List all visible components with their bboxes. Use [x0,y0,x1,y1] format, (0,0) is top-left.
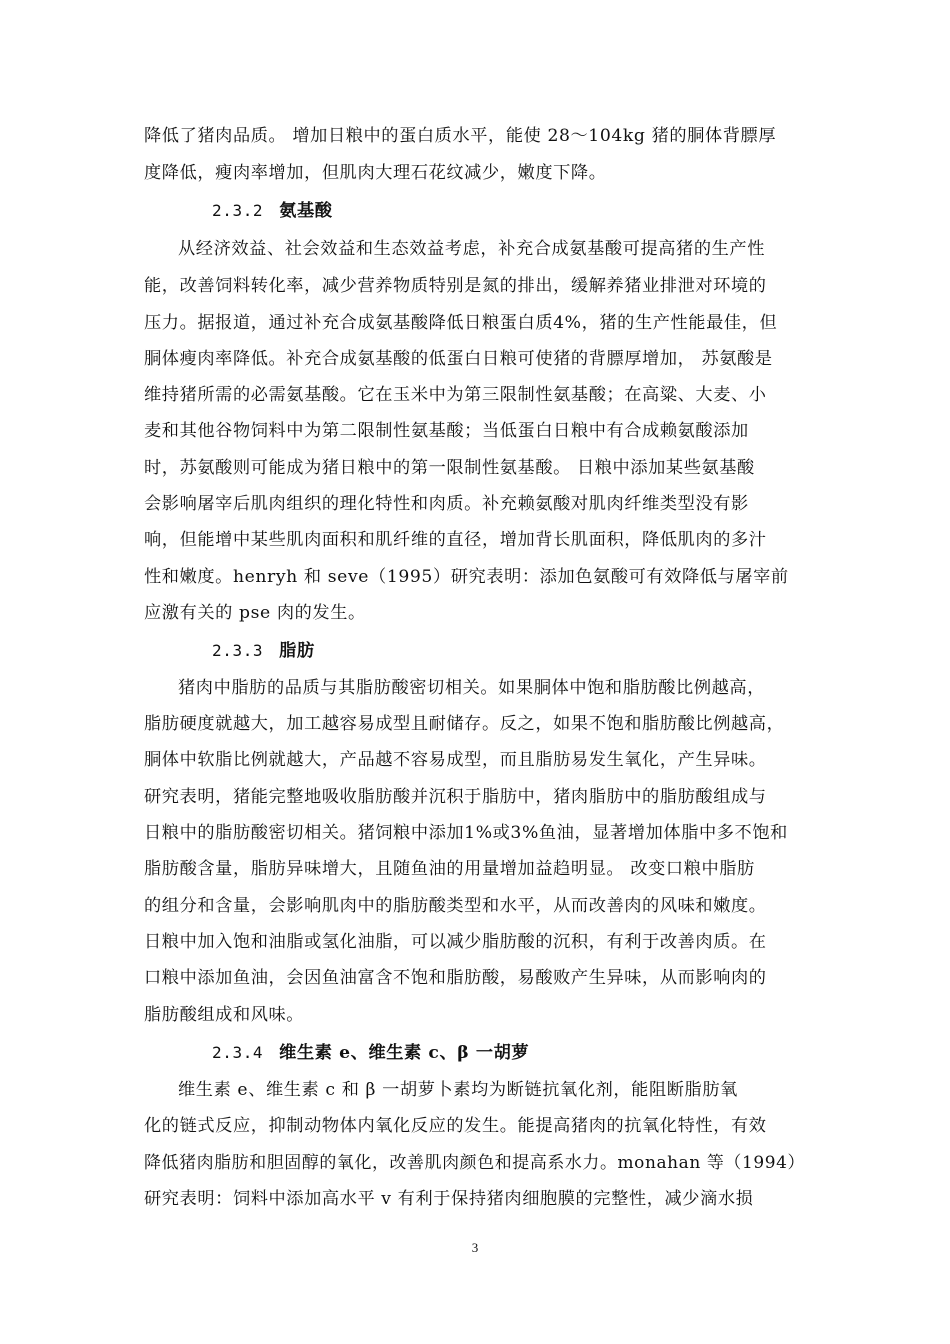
section-heading-2-3-3 [212,638,315,664]
paragraph-line: 能，改善饲料转化率，减少营养物质特别是氮的排出，缓解养猪业排泄对环境的 [144,276,767,296]
heading-title: 脂肪 [279,641,315,661]
paragraph-line: 脂肪硬度就越大，加工越容易成型且耐储存。反之，如果不饱和脂肪酸比例越高， [144,714,785,734]
paragraph-line: 口粮中添加鱼油，会因鱼油富含不饱和脂肪酸，易酸败产生异味，从而影响肉的 [144,968,767,988]
paragraph-line: 度降低，瘦肉率增加，但肌肉大理石花纹减少，嫩度下降。 [144,163,607,183]
paragraph-line: 脂肪酸组成和风味。 [144,1005,305,1025]
paragraph-line: 性和嫩度。henryh 和 seve（1995）研究表明：添加色氨酸可有效降低与屠宰前 [144,567,789,587]
heading-title: 氨基酸 [279,201,333,221]
paragraph-line: 维持猪所需的必需氨基酸。它在玉米中为第三限制性氨基酸；在高粱、大麦、小 [144,385,767,405]
paragraph-line: 研究表明，猪能完整地吸收脂肪酸并沉积于脂肪中，猪肉脂肪中的脂肪酸组成与 [144,787,767,807]
paragraph-line: 压力。据报道，通过补充合成氨基酸降低日粮蛋白质4%，猪的生产性能最佳，但 [144,313,778,333]
heading-title: 维生素 e、维生素 c、β 一胡萝 [279,1043,530,1063]
paragraph-line: 的组分和含量，会影响肌肉中的脂肪酸类型和水平，从而改善肉的风味和嫩度。 [144,896,767,916]
paragraph-line: 降低猪肉脂肪和胆固醇的氧化，改善肌肉颜色和提高系水力。monahan 等（1994） [144,1152,805,1172]
paragraph-line: 日粮中加入饱和油脂或氢化油脂，可以减少脂肪酸的沉积，有利于改善肉质。在 [144,932,767,952]
paragraph-line: 研究表明：饲料中添加高水平 v 有利于保持猪肉细胞膜的完整性，减少滴水损 [144,1189,754,1209]
paragraph-line: 维生素 e、维生素 c 和 β 一胡萝卜素均为断链抗氧化剂，能阻断脂肪氧 [178,1080,738,1100]
heading-number: 2.3.3 [212,641,264,660]
heading-number: 2.3.2 [212,201,264,220]
paragraph-line: 降低了猪肉品质。 增加日粮中的蛋白质水平，能使 28～104kg 猪的胴体背膘厚 [144,126,777,146]
paragraph-line: 应激有关的 pse 肉的发生。 [144,603,366,623]
paragraph-line: 胴体中软脂比例就越大，产品越不容易成型，而且脂肪易发生氧化，产生异味。 [144,750,767,770]
section-heading-2-3-2 [212,198,333,224]
paragraph-line: 响，但能增中某些肌肉面积和肌纤维的直径，增加背长肌面积，降低肌肉的多汁 [144,530,767,550]
paragraph-line: 脂肪酸含量，脂肪异味增大，且随鱼油的用量增加益趋明显。 改变口粮中脂肪 [144,859,755,879]
paragraph-line: 时，苏氨酸则可能成为猪日粮中的第一限制性氨基酸。 日粮中添加某些氨基酸 [144,458,755,478]
paragraph-line: 化的链式反应，抑制动物体内氧化反应的发生。能提高猪肉的抗氧化特性，有效 [144,1116,767,1136]
paragraph-line: 日粮中的脂肪酸密切相关。猪饲粮中添加1%或3%鱼油，显著增加体脂中多不饱和 [144,823,788,843]
paragraph-line: 猪肉中脂肪的品质与其脂肪酸密切相关。如果胴体中饱和脂肪酸比例越高， [178,678,765,698]
paragraph-line: 从经济效益、社会效益和生态效益考虑，补充合成氨基酸可提高猪的生产性 [178,239,765,259]
heading-number: 2.3.4 [212,1043,264,1062]
paragraph-line: 会影响屠宰后肌肉组织的理化特性和肉质。补充赖氨酸对肌肉纤维类型没有影 [144,494,749,514]
paragraph-line: 麦和其他谷物饲料中为第二限制性氨基酸；当低蛋白日粮中有合成赖氨酸添加 [144,421,749,441]
page-number: 3 [471,1240,479,1255]
paragraph-line: 胴体瘦肉率降低。补充合成氨基酸的低蛋白日粮可使猪的背膘厚增加， 苏氨酸是 [144,349,773,369]
section-heading-2-3-4 [212,1040,529,1066]
